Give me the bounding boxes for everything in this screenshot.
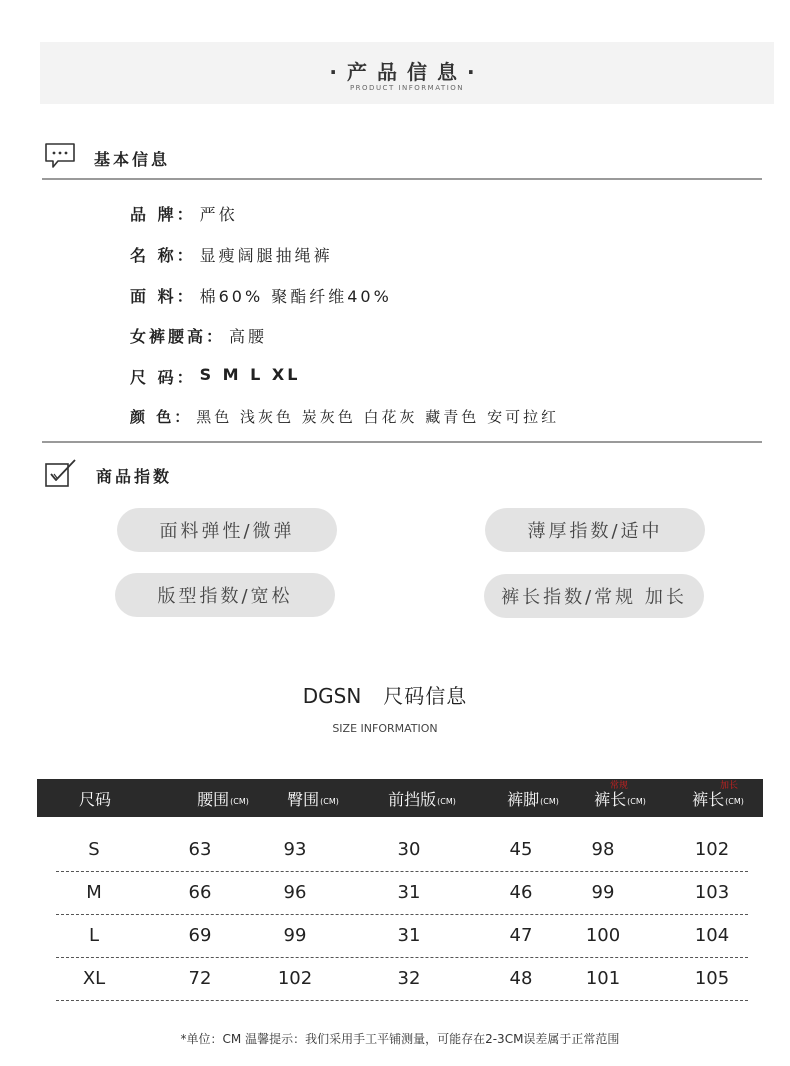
table-row — [56, 829, 748, 872]
size-title-text: 尺码信息 — [383, 684, 468, 708]
table-cell: 30 — [397, 839, 421, 860]
info-key: 品 牌： — [130, 205, 196, 224]
table-cell: 69 — [188, 925, 212, 946]
checklist-icon — [44, 458, 78, 492]
column-header: 尺码 — [78, 789, 111, 809]
column-header: 腰围 (CM) — [197, 789, 249, 809]
banner-title: ·产品信息· — [329, 60, 485, 84]
product-info-banner — [40, 42, 774, 104]
banner-subtitle: PRODUCT INFORMATION — [349, 84, 465, 92]
length-tag-long: 加长 — [720, 781, 739, 791]
info-key: 颜 色： — [130, 408, 193, 426]
info-key: 女裤腰高： — [130, 327, 226, 346]
section-divider — [42, 178, 762, 180]
info-row-fabric — [130, 284, 392, 307]
table-cell: S — [88, 839, 100, 860]
table-cell: 96 — [283, 882, 307, 903]
column-header-length-regular: 常规 裤长 (CM) — [560, 779, 680, 817]
info-key: 尺 码： — [130, 368, 196, 387]
info-row-sizes — [130, 365, 300, 388]
table-cell: 63 — [188, 839, 212, 860]
index-pill-length: 裤长指数/常规 加长 — [484, 574, 704, 618]
table-cell: 102 — [694, 839, 730, 860]
table-cell: 93 — [283, 839, 307, 860]
table-cell: 31 — [397, 925, 421, 946]
table-cell: 99 — [283, 925, 307, 946]
table-cell: 103 — [694, 882, 730, 903]
info-row-brand — [130, 202, 238, 225]
length-tag-regular: 常规 — [610, 781, 629, 791]
size-table-header — [37, 779, 763, 817]
table-cell: 104 — [694, 925, 730, 946]
table-row — [56, 915, 748, 958]
info-key: 名 称： — [130, 246, 196, 265]
size-title — [0, 680, 770, 709]
table-cell: 100 — [585, 925, 621, 946]
table-cell: 105 — [694, 968, 730, 989]
section-divider — [42, 441, 762, 443]
table-cell: 32 — [397, 968, 421, 989]
table-cell: 46 — [509, 882, 533, 903]
table-cell: 99 — [591, 882, 615, 903]
column-header: 臀围 (CM) — [287, 789, 339, 809]
table-cell: 45 — [509, 839, 533, 860]
table-cell: 48 — [509, 968, 533, 989]
info-value: 棉60% 聚酯纤维40% — [199, 287, 392, 306]
column-header: 裤脚 (CM) — [507, 789, 559, 809]
info-value: 显瘦阔腿抽绳裤 — [199, 246, 333, 265]
speech-bubble-icon — [44, 142, 76, 174]
table-cell: 47 — [509, 925, 533, 946]
info-value: 高腰 — [229, 327, 268, 346]
basic-info-heading: 基本信息 — [94, 149, 171, 169]
brand-name: DGSN — [302, 684, 362, 708]
table-cell: L — [88, 925, 100, 946]
info-row-waist-height — [130, 324, 267, 347]
table-cell: 98 — [591, 839, 615, 860]
info-value: 黑色 浅灰色 炭灰色 白花灰 藏青色 安可拉红 — [196, 408, 560, 426]
table-cell: XL — [82, 968, 106, 989]
table-cell: 66 — [188, 882, 212, 903]
table-cell: 102 — [277, 968, 313, 989]
footnote: *单位：CM 温馨提示：我们采用手工平铺测量，可能存在2-3CM误差属于正常范围 — [180, 1032, 620, 1046]
info-value: S M L XL — [199, 365, 301, 384]
index-header — [44, 460, 172, 490]
info-row-colors — [130, 406, 559, 427]
column-header: 前挡版 (CM) — [388, 789, 456, 809]
index-pill-thickness: 薄厚指数/适中 — [485, 508, 705, 552]
index-pill-fit: 版型指数/宽松 — [115, 573, 335, 617]
index-heading: 商品指数 — [96, 466, 173, 486]
table-cell: M — [86, 882, 102, 903]
table-cell: 101 — [585, 968, 621, 989]
size-subtitle: SIZE INFORMATION — [332, 722, 438, 735]
index-pill-elasticity: 面料弹性/微弹 — [117, 508, 337, 552]
row-divider — [56, 1000, 748, 1001]
info-value: 严依 — [199, 205, 238, 224]
table-cell: 72 — [188, 968, 212, 989]
table-row — [56, 958, 748, 1001]
column-header-length-long: 加长 裤长 (CM) — [658, 779, 778, 817]
info-key: 面 料： — [130, 287, 196, 306]
table-row — [56, 872, 748, 915]
basic-info-header — [44, 143, 170, 173]
table-cell: 31 — [397, 882, 421, 903]
info-row-name — [130, 243, 333, 266]
